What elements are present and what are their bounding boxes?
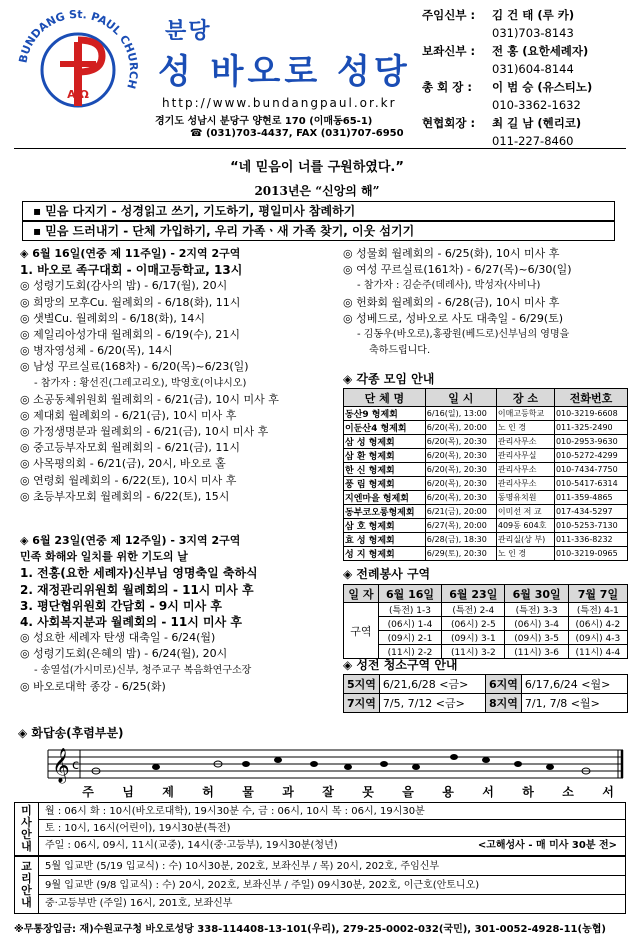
staff-name: 이 범 승 (유스티노) — [492, 80, 593, 94]
table-cell: 삼 호 형제회 — [344, 519, 426, 533]
lyric-syllable: 주 — [82, 785, 94, 799]
table-row — [344, 631, 628, 645]
schedule-item: ◈ 6월 16일(연중 제 11주일) - 2지역 2구역 — [20, 247, 241, 260]
table-row — [344, 491, 628, 505]
table-cell: 7지역 — [344, 694, 380, 713]
lyric-syllable: 물 — [242, 785, 254, 799]
table-cell: 6/20(목), 20:30 — [425, 491, 496, 505]
table-cell: 관리사무소 — [496, 435, 554, 449]
table-cell: (특전) 2-4 — [442, 603, 505, 617]
confession-note: <고해성사 - 매 미사 30분 전> — [477, 840, 617, 851]
lit-col-0707: 7월 7일 — [568, 585, 627, 603]
staff-name: 최 길 남 (헨리코) — [492, 116, 582, 130]
schedule-item: - 송열섭(가시미로)신부, 청주교구 복음화연구소장 — [34, 664, 252, 676]
lyric-syllable: 서 — [602, 785, 614, 799]
table-row — [344, 435, 628, 449]
table-cell: 관리사무소 — [496, 463, 554, 477]
table-cell: (11시) 2-2 — [378, 645, 441, 659]
table-cell: 6지역 — [486, 675, 522, 694]
table-cell: 011-359-4865 — [554, 491, 627, 505]
staff-row — [422, 96, 627, 114]
lyric-syllable: 을 — [402, 785, 414, 799]
schedule-item: ◎ 병자영성체 - 6/20(목), 14시 — [20, 344, 173, 358]
table-cell: 6/17,6/24 <월> — [521, 675, 627, 694]
table-cell: 노 인 경 — [496, 547, 554, 561]
staff-role: 총 회 장 : — [422, 80, 472, 94]
staff-name: 김 건 태 (루 카) — [492, 8, 575, 22]
church-logo — [14, 6, 142, 134]
table-cell: 지엔마을 형제회 — [344, 491, 426, 505]
schedule-item: 4. 사회복지분과 월례회의 - 11시 미사 후 — [20, 614, 242, 629]
meetings-table — [343, 388, 628, 561]
lyric-syllable: 하 — [522, 785, 534, 799]
staff-phone: 010-3362-1632 — [492, 98, 581, 112]
table-cell: 7/1, 7/8 <월> — [521, 694, 627, 713]
schedule-item: ◎ 성물회 월례회의 - 6/25(화), 10시 미사 후 — [343, 247, 560, 260]
table-cell: 010-7434-7750 — [554, 463, 627, 477]
mass-row — [39, 837, 625, 854]
schedule-item: ◎ 성요한 세례자 탄생 대축일 - 6/24(월) — [20, 631, 216, 645]
schedule-item: ◎ 연령회 월례회의 - 6/22(토), 10시 미사 후 — [20, 473, 237, 487]
staff-name: 전 홍 (요한세례자) — [492, 44, 589, 58]
table-cell: 한 신 형제회 — [344, 463, 426, 477]
schedule-item: ◎ 소공동체위원회 월례회의 - 6/21(금), 10시 미사 후 — [20, 392, 279, 406]
table-cell: 8지역 — [486, 694, 522, 713]
table-row — [344, 533, 628, 547]
table-row — [344, 449, 628, 463]
catechism-side-label — [15, 857, 39, 913]
table-cell: 삼 환 형제회 — [344, 449, 426, 463]
table-cell: (09시) 4-3 — [568, 631, 627, 645]
cleaning-title: ◈ 성전 청소구역 안내 — [343, 658, 458, 672]
table-cell: 동명유치원 — [496, 491, 554, 505]
table-cell: 010-5253-7130 — [554, 519, 627, 533]
table-cell: 6/16(일), 13:00 — [425, 407, 496, 421]
lit-col-0616: 6월 16일 — [378, 585, 441, 603]
table-cell: 6/29(토), 20:30 — [425, 547, 496, 561]
side-char: 리 — [21, 872, 32, 885]
cat-row: 9월 입교반 (9/8 입교식) : 수) 20시, 202호, 보좌신부 / 주일) 09시30분, 202호, 이근호(안토니오) — [39, 876, 625, 895]
schedule-item: 3. 평단협위원회 간담회 - 9시 미사 후 — [20, 598, 223, 613]
schedule-item: 민족 화해와 일치를 위한 기도의 날 — [20, 550, 188, 564]
table-cell: 관리사무소 — [496, 477, 554, 491]
song-title: ◈ 화답송(후렴부분) — [18, 726, 124, 740]
table-cell: (06시) 1-4 — [378, 617, 441, 631]
schedule-item: ◎ 성령기도회(감사의 밤) - 6/17(월), 20시 — [20, 279, 228, 293]
side-char: 안 — [21, 828, 32, 841]
side-char: 사 — [21, 816, 32, 829]
schedule-item: 축하드립니다. — [369, 345, 431, 357]
lyric-syllable: 서 — [482, 785, 494, 799]
table-cell: 6/28(금), 18:30 — [425, 533, 496, 547]
table-cell: (06시) 3-4 — [505, 617, 568, 631]
table-cell: 010-3219-0965 — [554, 547, 627, 561]
liturgy-label: 구역 — [344, 603, 379, 659]
schedule-item: ◎ 희망의 모후Cu. 월례회의 - 6/18(화), 11시 — [20, 295, 241, 309]
cat-row: 중·고등부반 (주일) 16시, 201호, 보좌신부 — [45, 898, 233, 909]
mass-side-label — [15, 803, 39, 855]
mass-times-box — [14, 802, 626, 856]
table-cell: 011-325-2490 — [554, 421, 627, 435]
table-cell: 010-5417-6314 — [554, 477, 627, 491]
schedule-item: - 참가자 : 김순주(데레사), 박성자(사비나) — [357, 280, 541, 292]
svg-text:c: c — [72, 758, 80, 773]
schedule-item: 1. 바오로 족구대회 - 이매고등학교, 13시 — [20, 263, 243, 278]
schedule-item: ◎ 남성 꾸르실료(168차) - 6/20(목)~6/23(일) — [20, 360, 249, 374]
table-row — [344, 547, 628, 561]
svg-text:A Ω: A Ω — [67, 88, 89, 101]
slogan-1: ▪ 믿음 다지기 - 성경읽고 쓰기, 기도하기, 평일미사 참례하기 — [22, 201, 615, 221]
staff-list — [422, 6, 627, 150]
schedule-item: ◎ 여성 꾸르실료(161차) - 6/27(목)~6/30(일) — [343, 263, 572, 277]
meet-col-time: 일 시 — [425, 389, 496, 407]
schedule-item: ◈ 6월 23일(연중 제 12주일) - 3지역 2구역 — [20, 534, 241, 547]
mass-sunday: 주일 : 06시, 09시, 11시(교중), 14시(중·고등부), 19시30분(청년) — [45, 840, 338, 851]
table-cell: 풍 림 형제회 — [344, 477, 426, 491]
table-cell: (특전) 1-3 — [378, 603, 441, 617]
slogan-2: ▪ 믿음 드러내기 - 단체 가입하기, 우리 가족ㆍ새 가족 찾기, 이웃 섬기기 — [22, 221, 615, 241]
meet-col-phone: 전화번호 — [554, 389, 627, 407]
table-cell: 017-434-5297 — [554, 505, 627, 519]
lyric-syllable: 과 — [282, 785, 294, 799]
side-char: 교 — [21, 860, 32, 873]
staff-phone: 031)703-8143 — [492, 26, 574, 40]
table-cell: 동산9 형제회 — [344, 407, 426, 421]
side-char: 미 — [21, 804, 32, 817]
table-row — [344, 407, 628, 421]
table-cell: 6/20(목), 20:30 — [425, 477, 496, 491]
table-cell: (11시) 3-6 — [505, 645, 568, 659]
table-cell: 성 지 형제회 — [344, 547, 426, 561]
svg-text:𝄞: 𝄞 — [52, 748, 70, 783]
table-cell: 이매고등학교 — [496, 407, 554, 421]
table-cell: 동부코오롱형제회 — [344, 505, 426, 519]
staff-phone: 031)604-8144 — [492, 62, 574, 76]
lit-col-0623: 6월 23일 — [442, 585, 505, 603]
table-cell: 6/20(목), 20:30 — [425, 463, 496, 477]
week-2-schedule — [20, 533, 340, 695]
song-lyrics — [18, 783, 628, 800]
table-row — [344, 463, 628, 477]
week-extra-schedule — [343, 246, 628, 359]
liturgy-title: ◈ 전례봉사 구역 — [343, 567, 431, 581]
svg-text:BUNDANG St. PAUL CHURCH: BUNDANG St. PAUL CHURCH — [16, 7, 141, 91]
staff-row — [422, 60, 627, 78]
side-char: 내 — [21, 840, 32, 853]
staff-row — [422, 42, 627, 60]
table-row — [344, 505, 628, 519]
year-theme: 2013년은 “신앙의 해” — [254, 184, 380, 198]
table-cell: 409동 604호 — [496, 519, 554, 533]
schedule-item: ◎ 사목평의회 - 6/21(금), 20시, 바오로 홀 — [20, 457, 226, 471]
catechism-box — [14, 856, 626, 914]
table-cell: 삼 성 형제회 — [344, 435, 426, 449]
mass-row: 토 : 10시, 16시(어린이), 19시30분(특전) — [39, 820, 625, 837]
lyric-syllable: 잘 — [322, 785, 334, 799]
lyric-syllable: 님 — [122, 785, 134, 799]
liturgy-table — [343, 584, 628, 659]
table-row — [344, 694, 628, 713]
lit-col-date: 일 자 — [344, 585, 379, 603]
table-cell: (11시) 4-4 — [568, 645, 627, 659]
table-cell: (11시) 3-2 — [442, 645, 505, 659]
cleaning-table — [343, 674, 628, 713]
schedule-item: ◎ 샛별Cu. 월례회의 - 6/18(화), 14시 — [20, 311, 205, 325]
header-divider — [14, 148, 626, 149]
church-phone: ☎ (031)703-4437, FAX (031)707-6950 — [190, 128, 404, 139]
table-cell: 이둔산4 형제회 — [344, 421, 426, 435]
schedule-item: ◎ 바오로대학 종강 - 6/25(화) — [20, 679, 166, 693]
staff-row — [422, 24, 627, 42]
lyric-syllable: 못 — [362, 785, 374, 799]
lyric-syllable: 소 — [562, 785, 574, 799]
church-address: 경기도 성남시 분당구 양현로 170 (이매동65-1) — [155, 116, 373, 127]
table-cell: (특전) 4-1 — [568, 603, 627, 617]
side-char: 안 — [21, 884, 32, 897]
schedule-item: ◎ 성령기도회(은혜의 밤) - 6/24(월), 20시 — [20, 647, 228, 661]
meet-col-group: 단 체 명 — [344, 389, 426, 407]
meet-col-place: 장 소 — [496, 389, 554, 407]
table-cell: 010-2953-9630 — [554, 435, 627, 449]
table-cell: 6/20(목), 20:30 — [425, 435, 496, 449]
week-1-schedule — [20, 246, 340, 505]
schedule-item: ◎ 초등부자모회 월례회의 - 6/22(토), 15시 — [20, 489, 230, 503]
table-row — [344, 421, 628, 435]
schedule-item: ◎ 성베드로, 성바오로 사도 대축일 - 6/29(토) — [343, 311, 564, 325]
schedule-item: ◎ 중고등부자모회 월례회의 - 6/21(금), 11시 — [20, 441, 240, 455]
staff-role: 주임신부 : — [422, 8, 476, 22]
gospel-quote: “네 믿음이 너를 구원하였다.” — [230, 160, 404, 175]
table-cell: 6/27(목), 20:00 — [425, 519, 496, 533]
table-row — [344, 603, 628, 617]
table-cell: (09시) 3-5 — [505, 631, 568, 645]
table-cell: 6/20(목), 20:30 — [425, 449, 496, 463]
table-cell: 효 성 형제회 — [344, 533, 426, 547]
schedule-item: - 참가자 : 황선진(그레고리오), 박영호(이냐시오) — [34, 377, 247, 389]
church-name-small: 분당 — [165, 19, 212, 44]
website-link[interactable]: http://www.bundangpaul.or.kr — [162, 96, 397, 110]
schedule-item: 1. 전홍(요한 세례자)신부님 영명축일 축하식 — [20, 566, 258, 581]
table-cell: 6/21(금), 20:00 — [425, 505, 496, 519]
staff-phone: 011-227-8460 — [492, 134, 574, 148]
meetings-title: ◈ 각종 모임 안내 — [343, 372, 435, 386]
schedule-item: ◎ 헌화회 월례회의 - 6/28(금), 10시 미사 후 — [343, 295, 560, 309]
table-cell: 5지역 — [344, 675, 380, 694]
table-row — [344, 519, 628, 533]
church-name: 성 바오로 성당 — [158, 52, 411, 92]
table-row — [344, 675, 628, 694]
mass-row: 월 : 06시 화 : 10시(바오로대학), 19시30분 수, 금 : 06시, 10시 목 : 06시, 19시30분 — [39, 803, 625, 820]
table-row — [344, 477, 628, 491]
table-cell: 7/5, 7/12 <금> — [379, 694, 485, 713]
table-cell: 이미선 저 교 — [496, 505, 554, 519]
side-char: 내 — [21, 896, 32, 909]
table-row — [344, 617, 628, 631]
table-cell: 관리실(상 부) — [496, 533, 554, 547]
table-cell: 011-336-8232 — [554, 533, 627, 547]
table-cell: (06시) 2-5 — [442, 617, 505, 631]
staff-row — [422, 78, 627, 96]
table-cell: 010-3219-6608 — [554, 407, 627, 421]
schedule-item: ◎ 제대회 월례회의 - 6/21(금), 10시 미사 후 — [20, 408, 237, 422]
staff-role: 보좌신부 : — [422, 44, 476, 58]
lyric-syllable: 용 — [442, 785, 454, 799]
schedule-item: 2. 재정관리위원회 월례회의 - 11시 미사 후 — [20, 582, 254, 597]
cat-row: 5월 입교반 (5/19 입교식) : 수) 10시30분, 202호, 보좌신부 / 목) 20시, 202호, 주임신부 — [39, 857, 625, 876]
table-cell: 관리사무실 — [496, 449, 554, 463]
lit-col-0630: 6월 30일 — [505, 585, 568, 603]
lyric-syllable: 허 — [202, 785, 214, 799]
schedule-item: ◎ 제일리아성가대 월례회의 - 6/19(수), 21시 — [20, 327, 240, 341]
table-cell: 노 인 경 — [496, 421, 554, 435]
table-cell: (06시) 4-2 — [568, 617, 627, 631]
table-cell: (09시) 3-1 — [442, 631, 505, 645]
table-cell: 010-5272-4299 — [554, 449, 627, 463]
bank-info: ※무통장입금: 재)수원교구청 바오로성당 338-114408-13-101(우리), 279-25-0002-032(국민), 301-0052-4928-11(농협) — [14, 924, 606, 935]
lyric-syllable: 제 — [162, 785, 174, 799]
staff-role: 현협회장 : — [422, 116, 476, 130]
table-cell: (09시) 2-1 — [378, 631, 441, 645]
schedule-item: ◎ 가정생명분과 월례회의 - 6/21(금), 10시 미사 후 — [20, 425, 269, 439]
staff-row — [422, 6, 627, 24]
staff-row — [422, 114, 627, 132]
table-cell: 6/21,6/28 <금> — [379, 675, 485, 694]
schedule-item: - 김동우(바오로),홍광원(베드로)신부님의 영명을 — [357, 328, 570, 340]
table-cell: (특전) 3-3 — [505, 603, 568, 617]
table-cell: 6/20(목), 20:00 — [425, 421, 496, 435]
